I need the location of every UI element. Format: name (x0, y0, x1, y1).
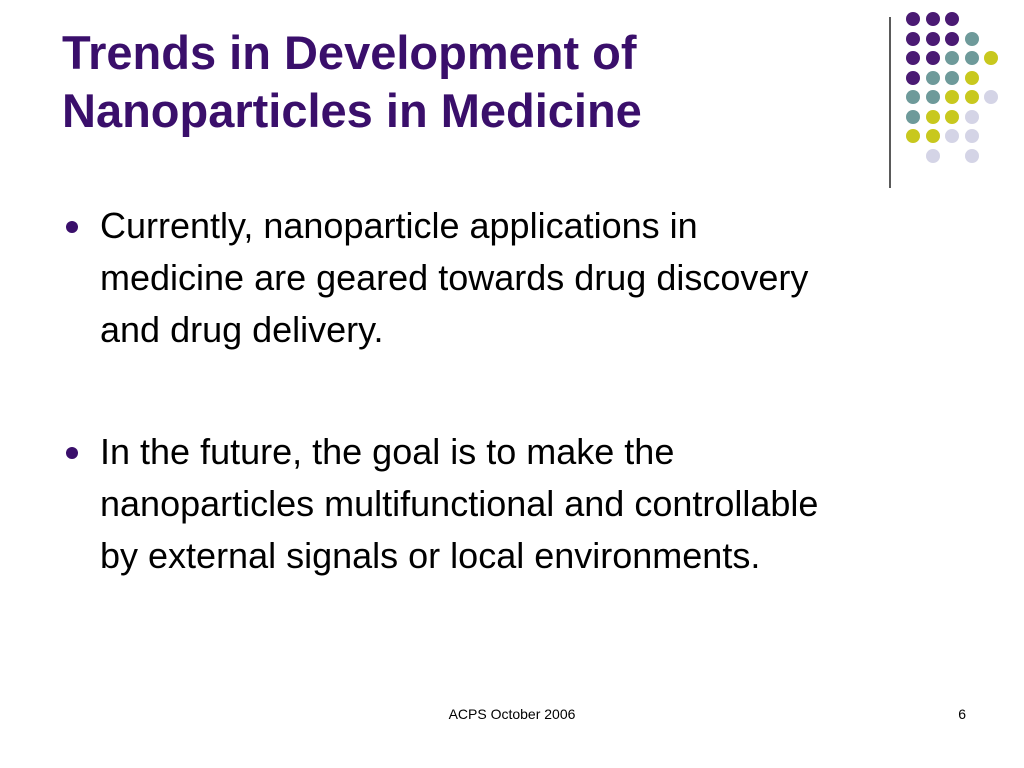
decorative-dot-lavender (926, 149, 940, 163)
bullet-1-line-2: medicine are geared towards drug discovery (100, 257, 809, 298)
decorative-dot-teal (906, 110, 920, 124)
title-divider (889, 17, 891, 188)
slide-title-line-1: Trends in Development of (62, 26, 637, 79)
slide-title-line-2: Nanoparticles in Medicine (62, 84, 642, 137)
bullet-item-2 (66, 426, 966, 582)
decorative-dot-purple (906, 51, 920, 65)
decorative-dot-yellow (945, 90, 959, 104)
decorative-dot-yellow (945, 110, 959, 124)
decorative-dot-lavender (945, 129, 959, 143)
bullet-dot-icon (66, 221, 78, 233)
decorative-dot-teal (906, 90, 920, 104)
decorative-dot-purple (906, 71, 920, 85)
decorative-dot-teal (926, 71, 940, 85)
bullet-list (66, 200, 966, 652)
decorative-dot-yellow (906, 129, 920, 143)
decorative-dot-purple (926, 32, 940, 46)
bullet-2-line-3: by external signals or local environments. (100, 535, 761, 576)
decorative-dot-teal (945, 71, 959, 85)
decorative-dot-purple (906, 12, 920, 26)
decorative-dot-lavender (965, 110, 979, 124)
decorative-dot-teal (965, 51, 979, 65)
decorative-dot-lavender (965, 149, 979, 163)
bullet-2-line-1: In the future, the goal is to make the (100, 431, 675, 472)
decorative-dot-yellow (984, 51, 998, 65)
decorative-dot-teal (926, 90, 940, 104)
decorative-dot-purple (926, 51, 940, 65)
decorative-dot-yellow (965, 71, 979, 85)
decorative-dot-yellow (965, 90, 979, 104)
decorative-dot-purple (906, 32, 920, 46)
bullet-1-line-1: Currently, nanoparticle applications in (100, 205, 698, 246)
decorative-dot-yellow (926, 129, 940, 143)
bullet-1-line-3: and drug delivery. (100, 309, 384, 350)
decorative-dot-purple (926, 12, 940, 26)
decorative-dot-lavender (965, 129, 979, 143)
decorative-dot-purple (945, 12, 959, 26)
bullet-2-line-2: nanoparticles multifunctional and controllable (100, 483, 819, 524)
decorative-dot-purple (945, 32, 959, 46)
bullet-dot-icon (66, 447, 78, 459)
decorative-dot-yellow (926, 110, 940, 124)
decorative-dot-lavender (984, 90, 998, 104)
decorative-dot-teal (965, 32, 979, 46)
bullet-item-1 (66, 200, 966, 356)
slide-title (62, 24, 862, 140)
footer-text: ACPS October 2006 (448, 706, 576, 722)
decorative-dot-teal (945, 51, 959, 65)
page-number: 6 (958, 706, 966, 722)
decorative-dot-pattern (906, 12, 1016, 172)
